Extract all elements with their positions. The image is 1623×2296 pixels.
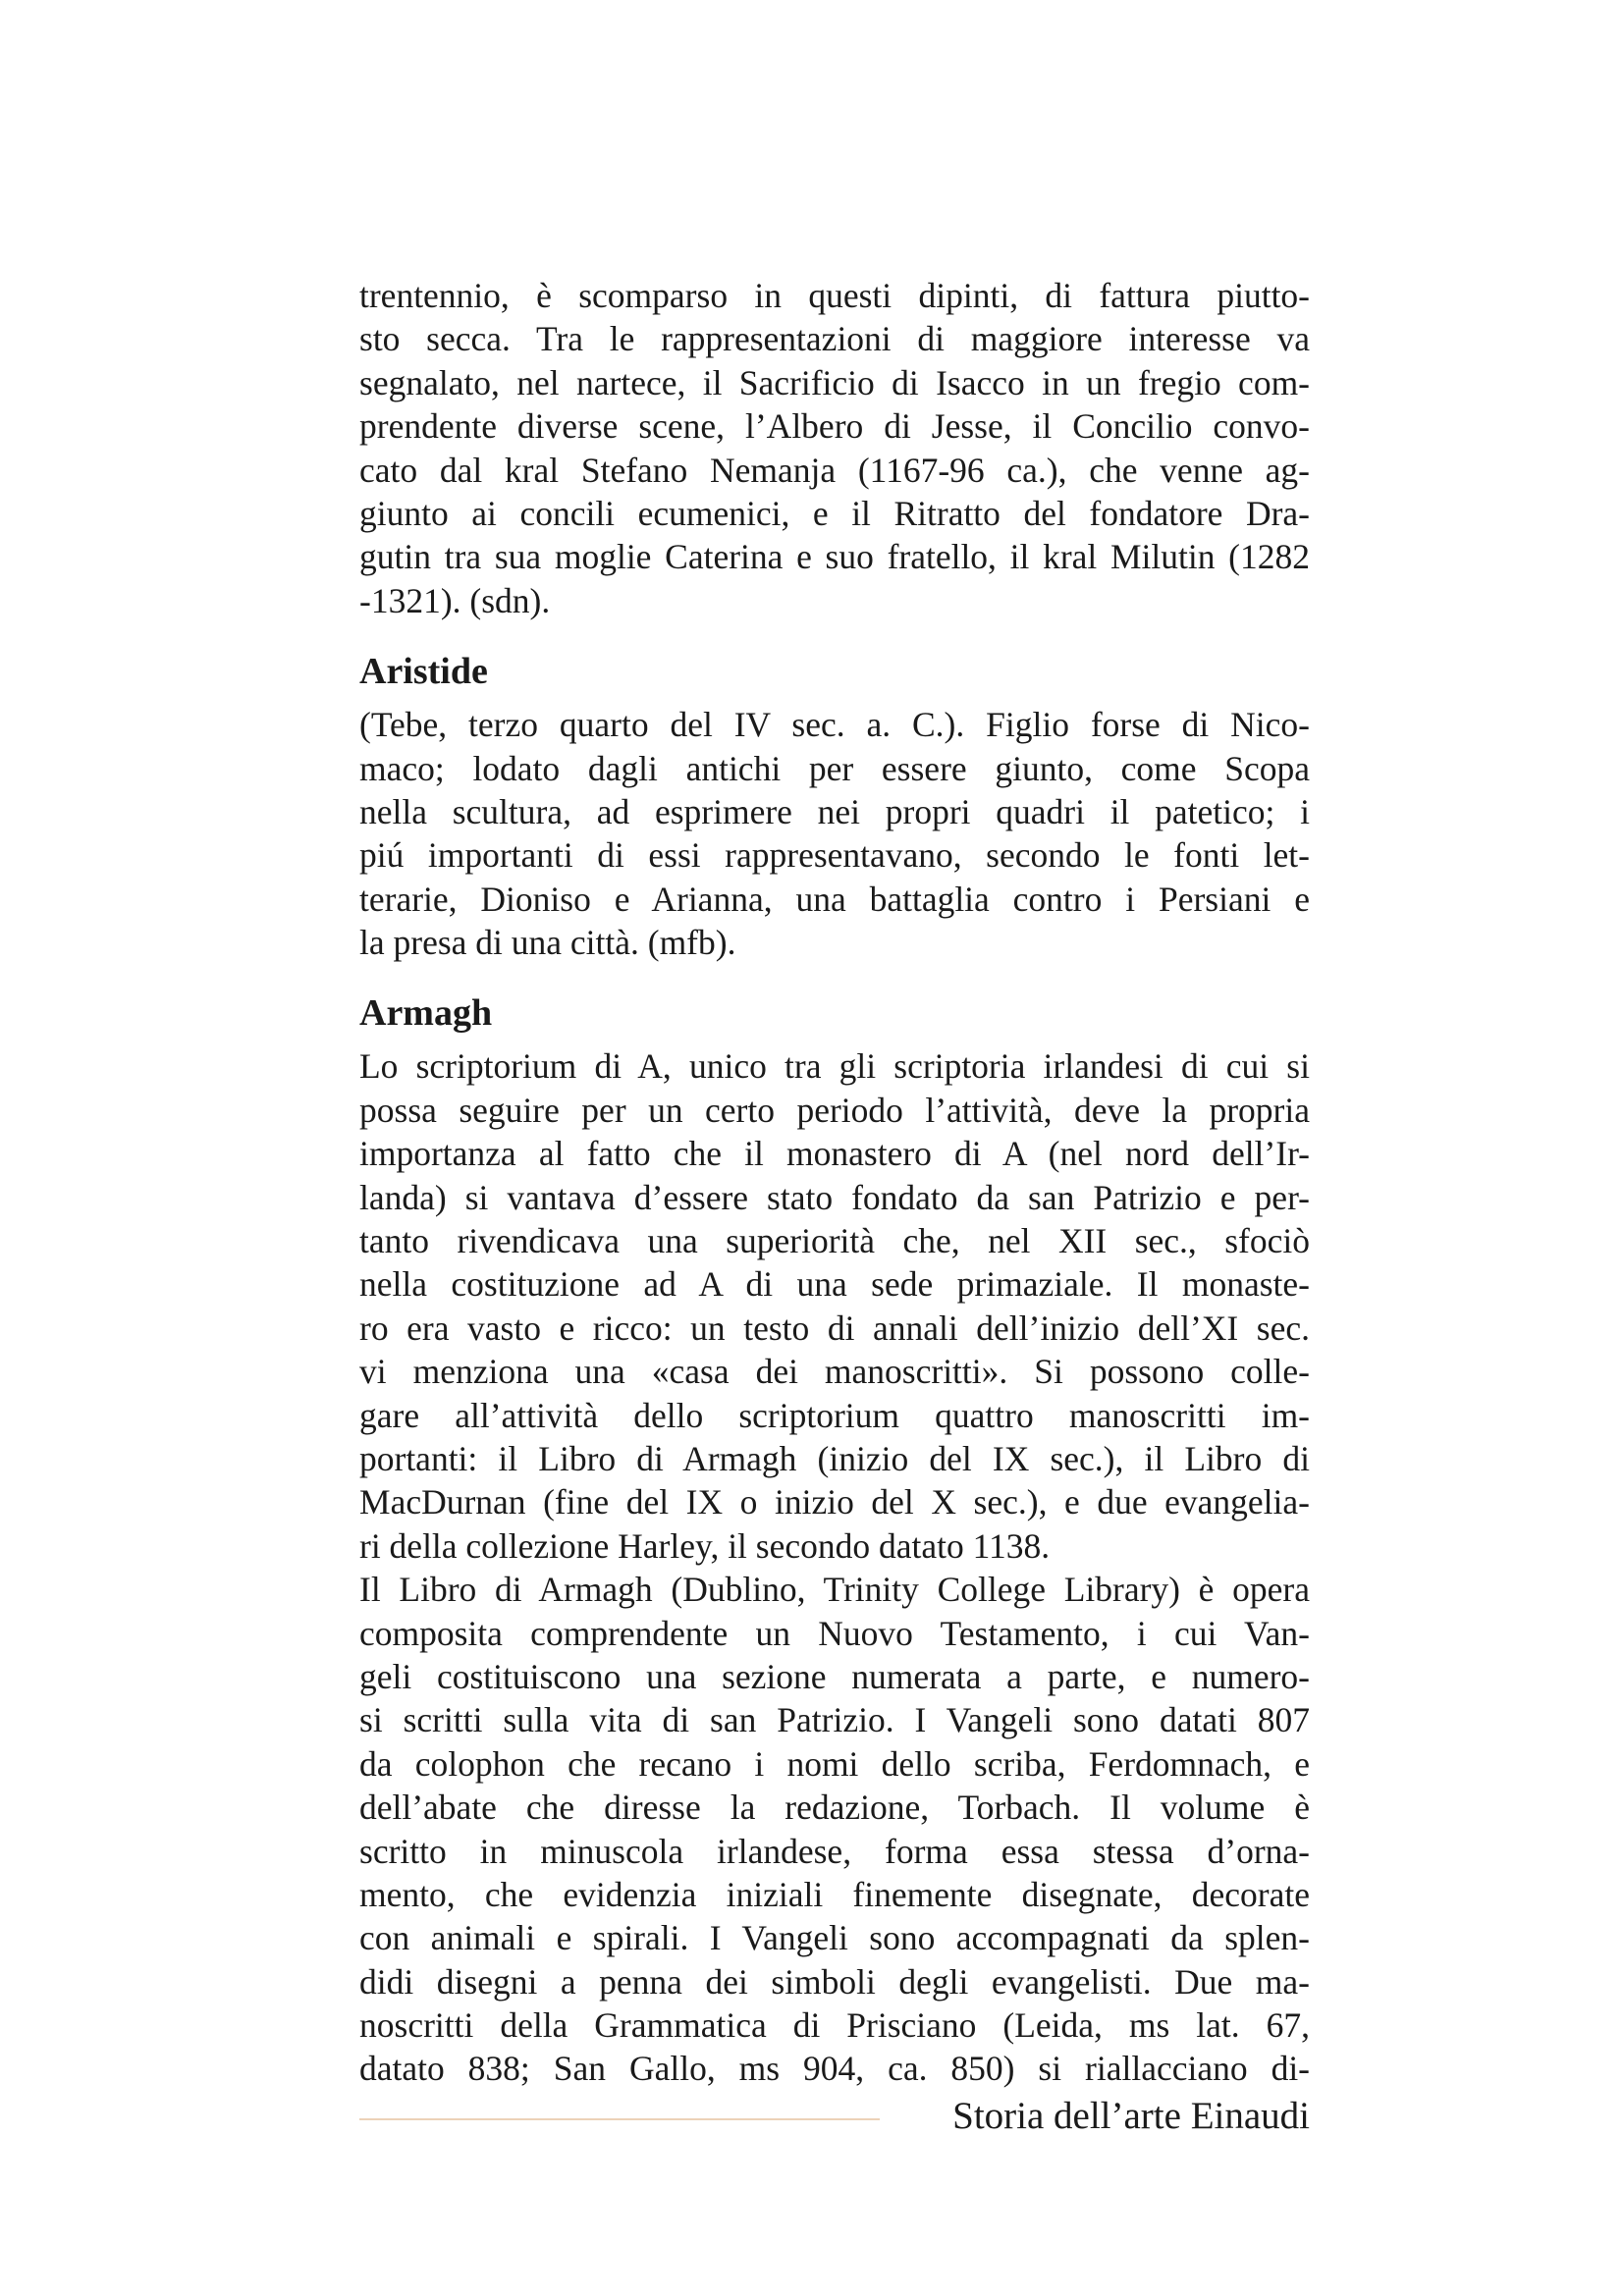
text-line: tanto rivendicava una superiorità che, nel XII sec., sfociò — [359, 1221, 1310, 1261]
text-line: cato dal kral Stefano Nemanja (1167-96 ca.), che venne ag- — [359, 450, 1310, 490]
text-line: maco; lodato dagli antichi per essere giunto, come Scopa — [359, 748, 1310, 788]
entry-armagh — [359, 991, 1310, 2090]
text-line: landa) si vantava d’essere stato fondato da san Patrizio e per- — [359, 1177, 1310, 1217]
text-line: prendente diverse scene, l’Albero di Jesse, il Concilio convo- — [359, 406, 1310, 447]
footer-label: Storia dell’arte Einaudi — [952, 2095, 1310, 2137]
text-line: MacDurnan (fine del IX o inizio del X sec.), e due evangelia- — [359, 1482, 1310, 1522]
text-line: giunto ai concili ecumenici, e il Ritratto del fondatore Dra- — [359, 493, 1310, 533]
text-line: sto secca. Tra le rappresentazioni di maggiore interesse va — [359, 319, 1310, 359]
text-line: segnalato, nel nartece, il Sacrificio di Isacco in un fregio com- — [359, 362, 1310, 402]
text-line: nella scultura, ad esprimere nei propri quadri il patetico; i — [359, 791, 1310, 831]
text-line: vi menziona una «casa dei manoscritti». Si possono colle- — [359, 1352, 1310, 1392]
text-line: Lo scriptorium di A, unico tra gli scriptoria irlandesi di cui si — [359, 1046, 1310, 1087]
text-line: piú importanti di essi rappresentavano, secondo le fonti let- — [359, 835, 1310, 876]
text-line: mento, che evidenzia iniziali finemente disegnate, decorate — [359, 1874, 1310, 1914]
text-line: gutin tra sua moglie Caterina e suo fratello, il kral Milutin (1282 — [359, 537, 1310, 577]
text-line: didi disegni a penna dei simboli degli evangelisti. Due ma- — [359, 1961, 1310, 2002]
text-line: portanti: il Libro di Armagh (inizio del IX sec.), il Libro di — [359, 1438, 1310, 1478]
footer-rule — [359, 2118, 880, 2120]
page-footer — [359, 2089, 1310, 2144]
text-line: composita comprendente un Nuovo Testamento, i cui Van- — [359, 1613, 1310, 1653]
text-line: la presa di una città. (mfb). — [359, 923, 736, 963]
text-line: gare all’attività dello scriptorium quattro manoscritti im- — [359, 1395, 1310, 1435]
intro-paragraph — [359, 274, 1310, 622]
text-line: ro era vasto e ricco: un testo di annali dell’inizio dell’XI sec. — [359, 1308, 1310, 1348]
text-line: da colophon che recano i nomi dello scriba, Ferdomnach, e — [359, 1743, 1310, 1784]
text-line: trentennio, è scomparso in questi dipinti, di fattura piutto- — [359, 276, 1310, 315]
entry-heading: Armagh — [359, 992, 493, 1035]
text-line: scritto in minuscola irlandese, forma essa stessa d’orna- — [359, 1831, 1310, 1871]
text-line: Il Libro di Armagh (Dublino, Trinity College Library) è opera — [359, 1570, 1310, 1610]
text-line: nella costituzione ad A di una sede primaziale. Il monaste- — [359, 1264, 1310, 1305]
text-line: ri della collezione Harley, il secondo datato 1138. — [359, 1525, 1051, 1566]
text-line: si scritti sulla vita di san Patrizio. I Vangeli sono datati 807 — [359, 1700, 1310, 1740]
text-line: importanza al fatto che il monastero di A (nel nord dell’Ir- — [359, 1134, 1310, 1174]
text-line: geli costituiscono una sezione numerata a parte, e numero- — [359, 1656, 1310, 1696]
text-line: -1321). (sdn). — [359, 580, 551, 620]
page-text — [359, 274, 1310, 2091]
entry-aristide — [359, 650, 1310, 964]
text-line: (Tebe, terzo quarto del IV sec. a. C.). Figlio forse di Nico- — [359, 705, 1310, 745]
text-line: possa seguire per un certo periodo l’attività, deve la propria — [359, 1090, 1310, 1130]
text-line: datato 838; San Gallo, ms 904, ca. 850) si riallacciano di- — [359, 2049, 1310, 2089]
text-line: terarie, Dioniso e Arianna, una battaglia contro i Persiani e — [359, 879, 1310, 919]
text-line: con animali e spirali. I Vangeli sono accompagnati da splen- — [359, 1918, 1310, 1958]
text-line: dell’abate che diresse la redazione, Torbach. Il volume è — [359, 1788, 1310, 1828]
text-line: noscritti della Grammatica di Prisciano (Leida, ms lat. 67, — [359, 2005, 1310, 2046]
entry-heading: Aristide — [359, 651, 488, 693]
